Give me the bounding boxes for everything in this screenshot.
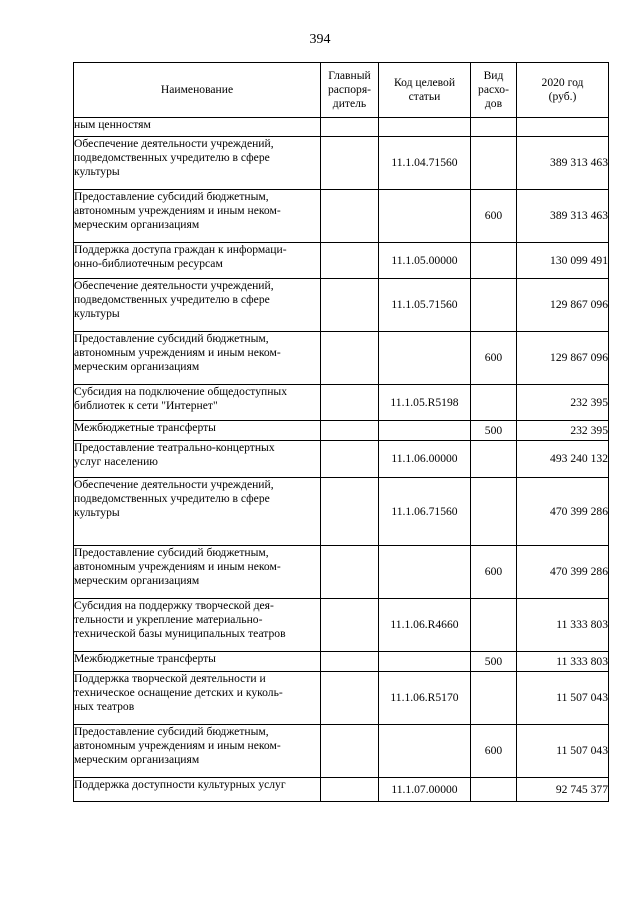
row-year-sum	[517, 725, 609, 778]
row-year-sum-text: 11 333 803	[556, 654, 608, 668]
row-expense-kind	[471, 421, 517, 441]
row-main-admin	[321, 441, 379, 478]
row-year-sum-text: 11 507 043	[556, 691, 608, 704]
row-main-admin	[321, 672, 379, 725]
row-year-sum-text: 493 240 132	[550, 452, 608, 465]
row-name	[74, 652, 321, 672]
row-year-sum	[517, 279, 609, 332]
row-year-sum	[517, 672, 609, 725]
budget-table	[73, 62, 609, 802]
row-target-code	[379, 279, 471, 332]
row-target-code	[379, 137, 471, 190]
table-row	[74, 725, 609, 778]
row-main-admin	[321, 652, 379, 672]
row-expense-kind-text: 600	[484, 351, 503, 364]
row-year-sum-text: 470 399 286	[550, 565, 608, 578]
row-expense-kind	[471, 190, 517, 243]
table-row	[74, 441, 609, 478]
row-target-code	[379, 725, 471, 778]
row-expense-kind	[471, 546, 517, 599]
row-main-admin	[321, 478, 379, 546]
table-row	[74, 243, 609, 279]
row-target-code-text: 11.1.06.R4660	[390, 618, 459, 631]
row-expense-kind-text: 600	[484, 744, 503, 757]
row-year-sum	[517, 546, 609, 599]
row-name-text: Предоставление театрально-концертных услуг населению	[74, 441, 275, 468]
row-expense-kind	[471, 243, 517, 279]
row-year-sum-text: 470 399 286	[550, 504, 608, 518]
table-row	[74, 672, 609, 725]
row-name	[74, 778, 321, 802]
row-expense-kind	[471, 672, 517, 725]
header-main-admin	[321, 63, 379, 118]
row-name	[74, 546, 321, 599]
table-row	[74, 478, 609, 546]
row-year-sum-text: 232 395	[570, 423, 608, 437]
row-target-code	[379, 599, 471, 652]
header-target-code-text: Код целевой статьи	[393, 76, 456, 103]
row-target-code	[379, 243, 471, 279]
row-name-text: Предоставление субсидий бюджетным, автономным учреждениям и иным неком- мерческим организациям	[74, 190, 281, 231]
row-expense-kind	[471, 118, 517, 137]
row-year-sum-text: 129 867 096	[550, 351, 608, 364]
row-year-sum	[517, 778, 609, 802]
row-main-admin	[321, 725, 379, 778]
header-target-code	[379, 63, 471, 118]
row-name-text: Предоставление субсидий бюджетным, автономным учреждениям и иным неком- мерческим организациям	[74, 332, 281, 373]
header-year-sum-text: 2020 год (руб.)	[541, 76, 584, 103]
table-row	[74, 118, 609, 137]
row-expense-kind-text: 500	[484, 654, 503, 668]
row-name-text: Обеспечение деятельности учреждений, подведомственных учредителю в сфере культуры	[74, 478, 274, 519]
row-year-sum	[517, 421, 609, 441]
row-year-sum	[517, 441, 609, 478]
row-target-code	[379, 778, 471, 802]
row-name-text: Субсидия на поддержку творческой дея- тельности и укрепление материально- технической базы муниципальных театров	[74, 599, 286, 640]
row-year-sum-text: 232 395	[570, 395, 608, 409]
row-expense-kind	[471, 478, 517, 546]
row-year-sum	[517, 385, 609, 421]
row-name	[74, 385, 321, 421]
row-expense-kind	[471, 599, 517, 652]
row-expense-kind	[471, 778, 517, 802]
row-year-sum	[517, 599, 609, 652]
row-expense-kind	[471, 652, 517, 672]
table-row	[74, 652, 609, 672]
row-expense-kind	[471, 137, 517, 190]
row-name-text: Обеспечение деятельности учреждений, подведомственных учредителю в сфере культуры	[74, 137, 274, 178]
row-expense-kind-text: 500	[484, 423, 503, 437]
row-target-code	[379, 385, 471, 421]
row-main-admin	[321, 332, 379, 385]
row-name	[74, 478, 321, 546]
row-target-code	[379, 478, 471, 546]
row-target-code	[379, 652, 471, 672]
header-name	[74, 63, 321, 118]
table-row	[74, 332, 609, 385]
page-number: 394	[309, 32, 331, 47]
row-name	[74, 441, 321, 478]
header-expense-kind-text: Вид расхо- дов	[478, 69, 509, 110]
row-name	[74, 190, 321, 243]
row-target-code-text: 11.1.06.R5170	[390, 691, 459, 704]
table-body	[74, 118, 609, 802]
row-expense-kind	[471, 725, 517, 778]
row-year-sum	[517, 118, 609, 137]
row-expense-kind-text: 600	[484, 209, 503, 222]
table-row	[74, 599, 609, 652]
row-target-code-text: 11.1.05.00000	[391, 253, 458, 267]
row-name	[74, 725, 321, 778]
row-year-sum	[517, 243, 609, 279]
header-expense-kind	[471, 63, 517, 118]
row-main-admin	[321, 599, 379, 652]
table-row	[74, 546, 609, 599]
row-main-admin	[321, 279, 379, 332]
row-target-code	[379, 332, 471, 385]
row-year-sum	[517, 478, 609, 546]
row-name-text: Поддержка доступа граждан к информаци- онно-библиотечным ресурсам	[74, 243, 287, 270]
row-target-code-text: 11.1.05.71560	[391, 298, 458, 311]
row-main-admin	[321, 421, 379, 441]
row-name	[74, 279, 321, 332]
row-expense-kind	[471, 385, 517, 421]
table-row	[74, 190, 609, 243]
row-name	[74, 599, 321, 652]
row-year-sum	[517, 190, 609, 243]
row-year-sum-text: 389 313 463	[550, 209, 608, 222]
row-year-sum-text: 129 867 096	[550, 298, 608, 311]
row-target-code	[379, 190, 471, 243]
table-header-row	[74, 63, 609, 118]
row-name	[74, 332, 321, 385]
row-main-admin	[321, 778, 379, 802]
row-year-sum	[517, 137, 609, 190]
row-main-admin	[321, 190, 379, 243]
row-target-code-text: 11.1.07.00000	[391, 782, 458, 796]
row-main-admin	[321, 118, 379, 137]
row-year-sum-text: 11 333 803	[556, 618, 608, 631]
row-name-text: ным ценностям	[74, 118, 151, 131]
row-target-code	[379, 546, 471, 599]
row-main-admin	[321, 137, 379, 190]
row-expense-kind	[471, 441, 517, 478]
row-name-text: Обеспечение деятельности учреждений, подведомственных учредителю в сфере культуры	[74, 279, 274, 320]
row-name	[74, 243, 321, 279]
row-name	[74, 118, 321, 137]
row-name-text: Межбюджетные трансферты	[74, 652, 216, 665]
row-name	[74, 421, 321, 441]
row-target-code-text: 11.1.05.R5198	[390, 395, 459, 409]
row-target-code-text: 11.1.04.71560	[391, 156, 458, 169]
table-row	[74, 385, 609, 421]
row-expense-kind-text: 600	[484, 565, 503, 578]
table-row	[74, 137, 609, 190]
row-name	[74, 672, 321, 725]
row-main-admin	[321, 546, 379, 599]
row-name	[74, 137, 321, 190]
row-main-admin	[321, 243, 379, 279]
row-name-text: Предоставление субсидий бюджетным, автономным учреждениям и иным неком- мерческим организациям	[74, 725, 281, 766]
row-expense-kind	[471, 332, 517, 385]
row-target-code	[379, 118, 471, 137]
table-row	[74, 778, 609, 802]
row-year-sum-text: 11 507 043	[556, 744, 608, 757]
row-year-sum-text: 130 099 491	[550, 253, 608, 267]
header-year-sum	[517, 63, 609, 118]
row-year-sum	[517, 652, 609, 672]
header-main-admin-text: Главный распоря- дитель	[327, 69, 372, 110]
row-target-code-text: 11.1.06.71560	[391, 504, 458, 518]
row-expense-kind	[471, 279, 517, 332]
row-target-code-text: 11.1.06.00000	[391, 452, 458, 465]
row-name-text: Межбюджетные трансферты	[74, 421, 216, 434]
table-row	[74, 421, 609, 441]
row-name-text: Поддержка творческой деятельности и техническое оснащение детских и куколь- ных театров	[74, 672, 283, 713]
row-target-code	[379, 441, 471, 478]
row-target-code	[379, 672, 471, 725]
table-row	[74, 279, 609, 332]
row-name-text: Предоставление субсидий бюджетным, автономным учреждениям и иным неком- мерческим организациям	[74, 546, 281, 587]
row-year-sum-text: 389 313 463	[550, 156, 608, 169]
row-main-admin	[321, 385, 379, 421]
row-year-sum-text: 92 745 377	[555, 782, 608, 796]
row-year-sum	[517, 332, 609, 385]
row-name-text: Субсидия на подключение общедоступных библиотек к сети "Интернет"	[74, 385, 288, 412]
row-name-text: Поддержка доступности культурных услуг	[74, 778, 286, 791]
header-name-text: Наименование	[160, 83, 234, 96]
row-target-code	[379, 421, 471, 441]
